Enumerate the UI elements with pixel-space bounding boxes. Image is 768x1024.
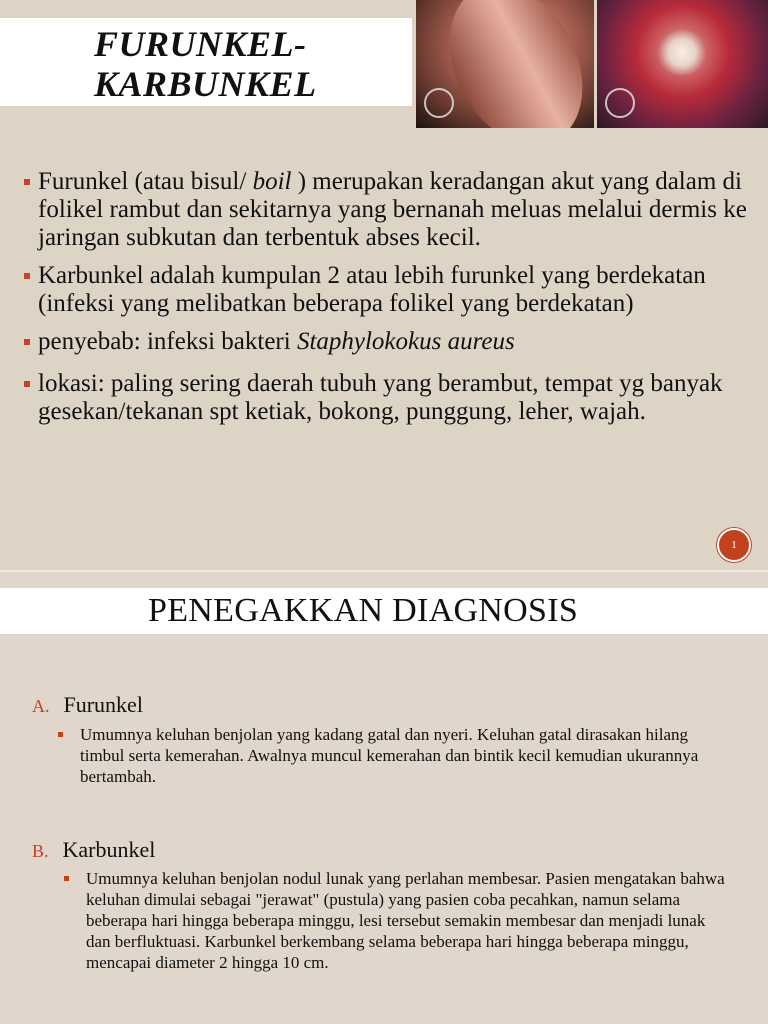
- bullet-italic-text: Staphylokokus aureus: [296, 328, 515, 355]
- section-title: Furunkel: [63, 692, 143, 717]
- title-line-1: FURUNKEL-: [94, 24, 307, 64]
- bullet-text: Furunkel (atau bisul/: [38, 168, 253, 195]
- furunkel-photo: [416, 0, 594, 128]
- section-letter: A.: [32, 696, 50, 716]
- section-a-heading: [32, 692, 143, 719]
- section-text: Umumnya keluhan benjolan yang kadang gatal dan nyeri. Keluhan gatal dirasakan hilang timbul serta kemerahan. Awalnya muncul kemerahan dan bintik kecil kemudian ukurannya bertambah.: [80, 725, 699, 786]
- bullet-square-icon: [58, 732, 63, 737]
- section-title: Karbunkel: [62, 837, 156, 862]
- bullet-square-icon: [24, 339, 30, 345]
- bullet-text: ) merupakan keradangan akut yang dalam di folikel rambut dan sekitarnya yang bernanah meluas melalui dermis ke jaringan subkutan dan terbentuk abses kecil.: [38, 168, 747, 251]
- bullet-text: lokasi: paling sering daerah tubuh yang berambut, tempat yg banyak gesekan/tekanan spt ketiak, bokong, punggung, leher, wajah.: [38, 370, 723, 425]
- slide-2: [0, 572, 768, 1024]
- section-a-body: [58, 724, 700, 787]
- bullet-karbunkel: [18, 262, 748, 318]
- watermark-icon: [424, 88, 454, 118]
- section-b-heading: [32, 837, 155, 864]
- bullet-penyebab: [18, 328, 748, 356]
- title-line-2: KARBUNKEL: [94, 64, 317, 104]
- bullet-italic-text: boil: [252, 168, 292, 195]
- bullet-list: [18, 168, 748, 440]
- bullet-furunkel: [18, 168, 748, 252]
- slide-title: PENEGAKKAN DIAGNOSIS: [148, 592, 579, 629]
- section-b-body: [64, 868, 726, 973]
- bullet-square-icon: [24, 273, 30, 279]
- watermark-icon: [605, 88, 635, 118]
- page-number-badge: 1: [717, 528, 751, 562]
- bullet-lokasi: [18, 370, 748, 426]
- karbunkel-photo: [597, 0, 768, 128]
- bullet-square-icon: [64, 876, 69, 881]
- section-text: Umumnya keluhan benjolan nodul lunak yang perlahan membesar. Pasien mengatakan bahwa keluhan dimulai sebagai "jerawat" (pustula) yang pasien coba pecahkan, namun selama beberapa hari hingga beberapa minggu, lesi tersebut semakin membesar dan menjadi lunak dan berfluktuasi. Karbunkel berkembang selama beberapa hari hingga beberapa minggu, mencapai diameter 2 hingga 10 cm.: [86, 869, 725, 972]
- bullet-text: penyebab: infeksi bakteri: [38, 328, 297, 355]
- bullet-text: Karbunkel adalah kumpulan 2 atau lebih furunkel yang berdekatan (infeksi yang melibatkan beberapa folikel yang berdekatan): [38, 262, 706, 317]
- bullet-square-icon: [24, 381, 30, 387]
- slide-title: [94, 24, 404, 104]
- bullet-square-icon: [24, 179, 30, 185]
- lesion-shape: [657, 30, 707, 75]
- section-letter: B.: [32, 841, 49, 861]
